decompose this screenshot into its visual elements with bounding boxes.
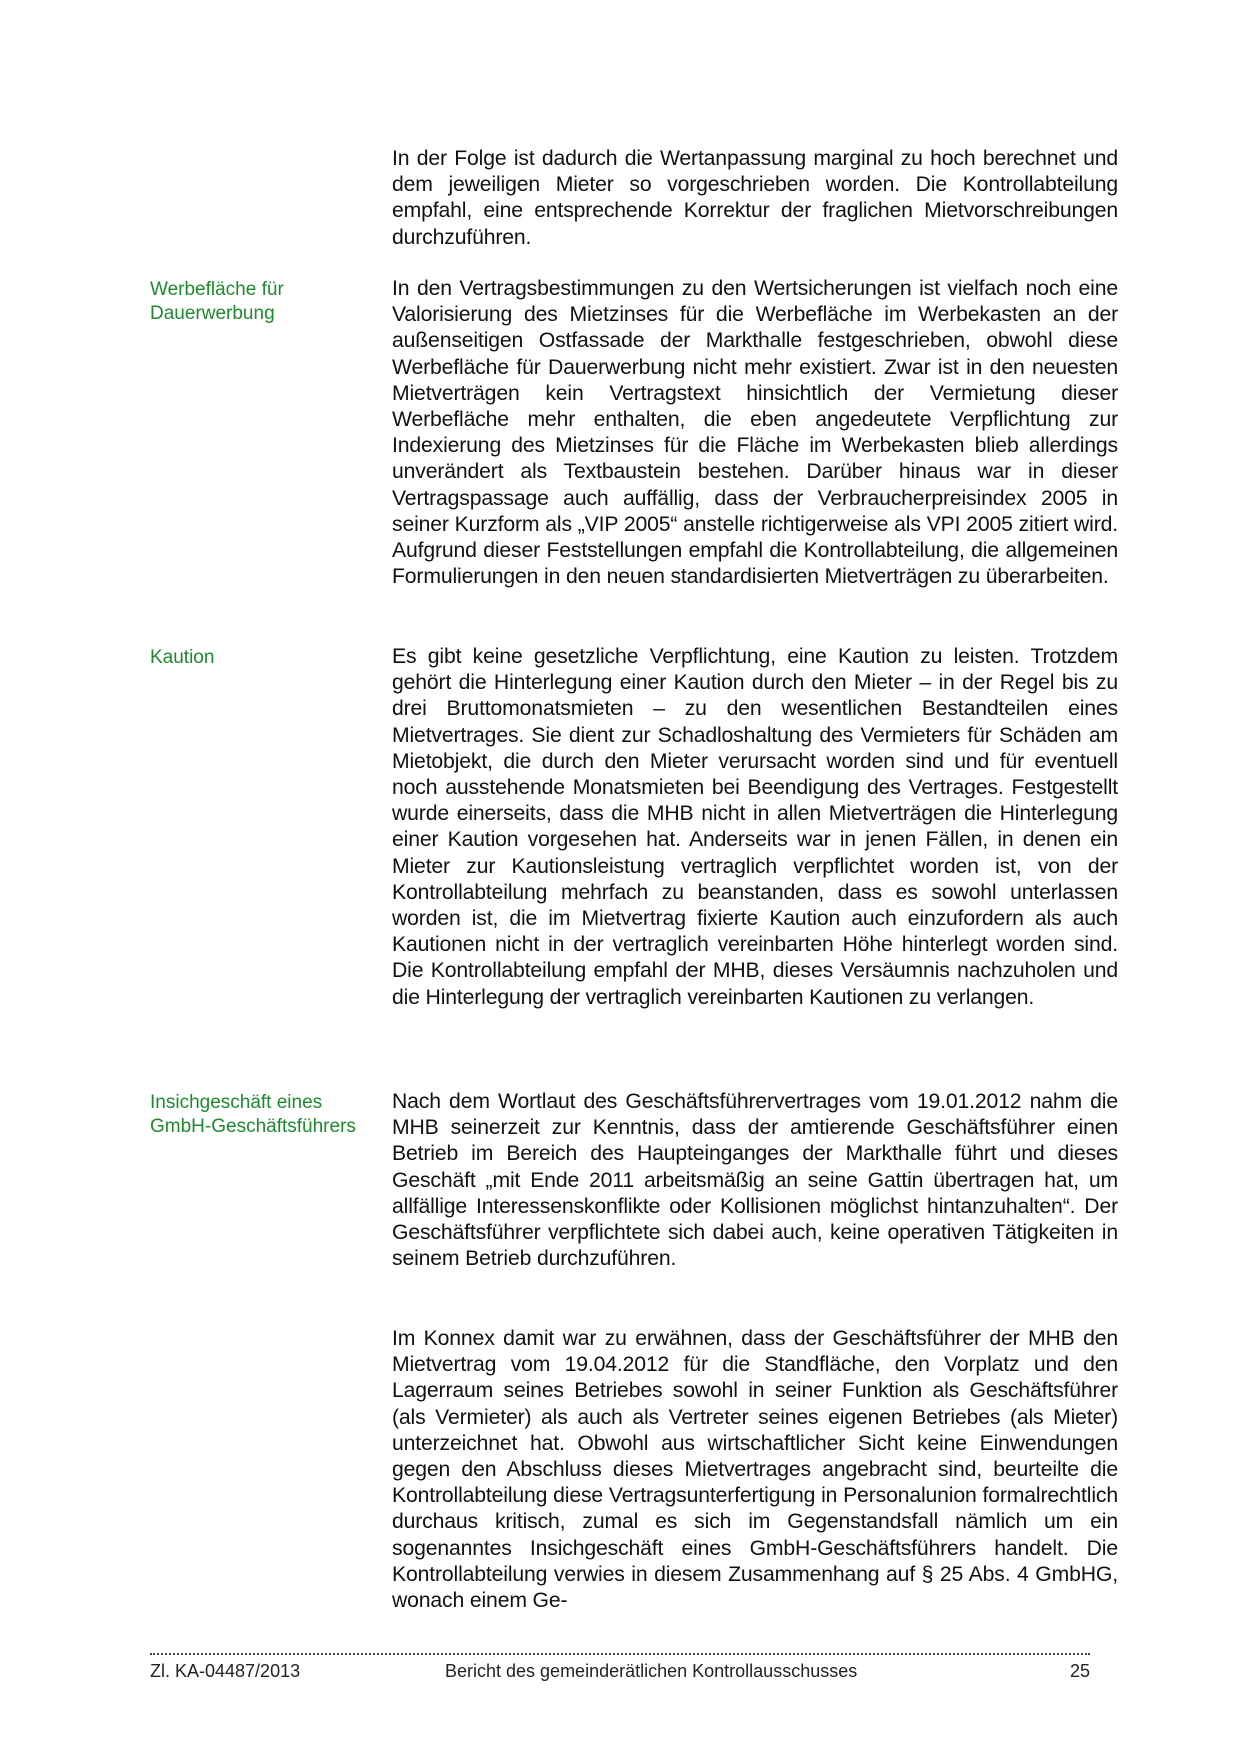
footer-page-number: 25 xyxy=(1069,1661,1090,1681)
paragraph-werbeflaeche: In den Vertragsbestimmungen zu den Wertsicherungen ist vielfach noch eine Valorisierung des Mietzinses für die Werbefläche im Werbekasten an der außenseitigen Ostfassade der Markthalle festgeschrieben, obwohl diese Werbefläche für Dauerwerbung nicht mehr existiert. Zwar ist in den neuesten Mietverträgen kein Vertragstext hinsichtlich der Vermietung dieser Werbefläche mehr enthalten, die eben angedeutete Verpflichtung zur Indexierung des Mietzinses für die Fläche im Werbekasten blieb allerdings unverändert als Textbaustein bestehen. Darüber hinaus war in dieser Vertragspassage auch auffällig, dass der Verbraucherpreisindex 2005 in seiner Kurzform als „VIP 2005“ anstelle richtigerweise als VPI 2005 zitiert wird. Aufgrund dieser Feststellungen empfahl die Kontrollabteilung, die allgemeinen Formulierungen in den neuen standardisierten Mietverträgen zu überarbeiten. xyxy=(392,277,1118,589)
margin-heading-kaution: Kaution xyxy=(150,647,215,668)
paragraph-konnex: Im Konnex damit war zu erwähnen, dass der Geschäftsführer der MHB den Mietvertrag vom 19.04.2012 für die Standfläche, den Vorplatz und den Lagerraum seines Betriebes sowohl in seiner Funktion als Geschäftsführer (als Vermieter) als auch als Vertreter seines eigenen Betriebes (als Mieter) unterzeichnet hat. Obwohl aus wirtschaftlicher Sicht keine Einwendungen gegen den Abschluss dieses Mietvertrages angebracht sind, beurteilte die Kontrollabteilung diese Vertragsunterfertigung in Personalunion formalrechtlich durchaus kritisch, zumal es sich im Gegenstandsfall nämlich um ein sogenanntes Insichgeschäft eines GmbH-Geschäftsführers handelt. Die Kontrollabteilung verwies in diesem Zusammenhang auf § 25 Abs. 4 GmbHG, wonach einem Ge- xyxy=(392,1327,1118,1613)
footer-dotted-rule xyxy=(150,1653,1090,1655)
margin-heading-insichgeschaeft: Insichgeschäft eines GmbH-Geschäftsführers xyxy=(150,1092,356,1137)
paragraph-geschaeftsfuehrervertrag: Nach dem Wortlaut des Geschäftsführervertrages vom 19.01.2012 nahm die MHB seinerzeit zur Kenntnis, dass der amtierende Geschäftsführer einen Betrieb im Bereich des Haupteinganges der Markthalle führt und dieses Geschäft „mit Ende 2011 arbeitsmäßig an seine Gattin übertragen hat, um allfällige Interessenskonflikte oder Kollisionen möglichst hintanzuhalten“. Der Geschäftsführer verpflichtete sich dabei auch, keine operativen Tätigkeiten in seinem Betrieb durchzuführen. xyxy=(392,1090,1118,1271)
paragraph-wertanpassung: In der Folge ist dadurch die Wertanpassung marginal zu hoch berechnet und dem jeweiligen Mieter so vorgeschrieben worden. Die Kontrollabteilung empfahl, eine entsprechende Korrektur der fraglichen Mietvorschreibungen durchzuführen. xyxy=(392,147,1118,249)
paragraph-kaution: Es gibt keine gesetzliche Verpflichtung, eine Kaution zu leisten. Trotzdem gehört die Hinterlegung einer Kaution durch den Mieter – in der Regel bis zu drei Bruttomonatsmieten – zu den wesentlichen Bestandteilen eines Mietvertrages. Sie dient zur Schadloshaltung des Vermieters für Schäden am Mietobjekt, die durch den Mieter verursacht worden sind und für eventuell noch ausstehende Monatsmieten bei Beendigung des Vertrages. Festgestellt wurde einerseits, dass die MHB nicht in allen Mietverträgen die Hinterlegung einer Kaution vorgesehen hat. Anderseits war in jenen Fällen, in denen ein Mieter zur Kautionsleistung vertraglich verpflichtet worden ist, von der Kontrollabteilung mehrfach zu beanstanden, dass es sowohl unterlassen worden ist, die im Mietvertrag fixierte Kaution auch einzufordern als auch Kautionen nicht in der vertraglich vereinbarten Höhe hinterlegt worden sind. Die Kontrollabteilung empfahl der MHB, dieses Versäumnis nachzuholen und die Hinterlegung der vertraglich vereinbarten Kautionen zu verlangen. xyxy=(392,645,1118,1009)
footer-report-title: Bericht des gemeinderätlichen Kontrollausschusses xyxy=(445,1661,858,1681)
margin-heading-werbeflaeche: Werbefläche für Dauerwerbung xyxy=(150,279,284,324)
footer-reference-number: Zl. KA-04487/2013 xyxy=(150,1661,301,1681)
